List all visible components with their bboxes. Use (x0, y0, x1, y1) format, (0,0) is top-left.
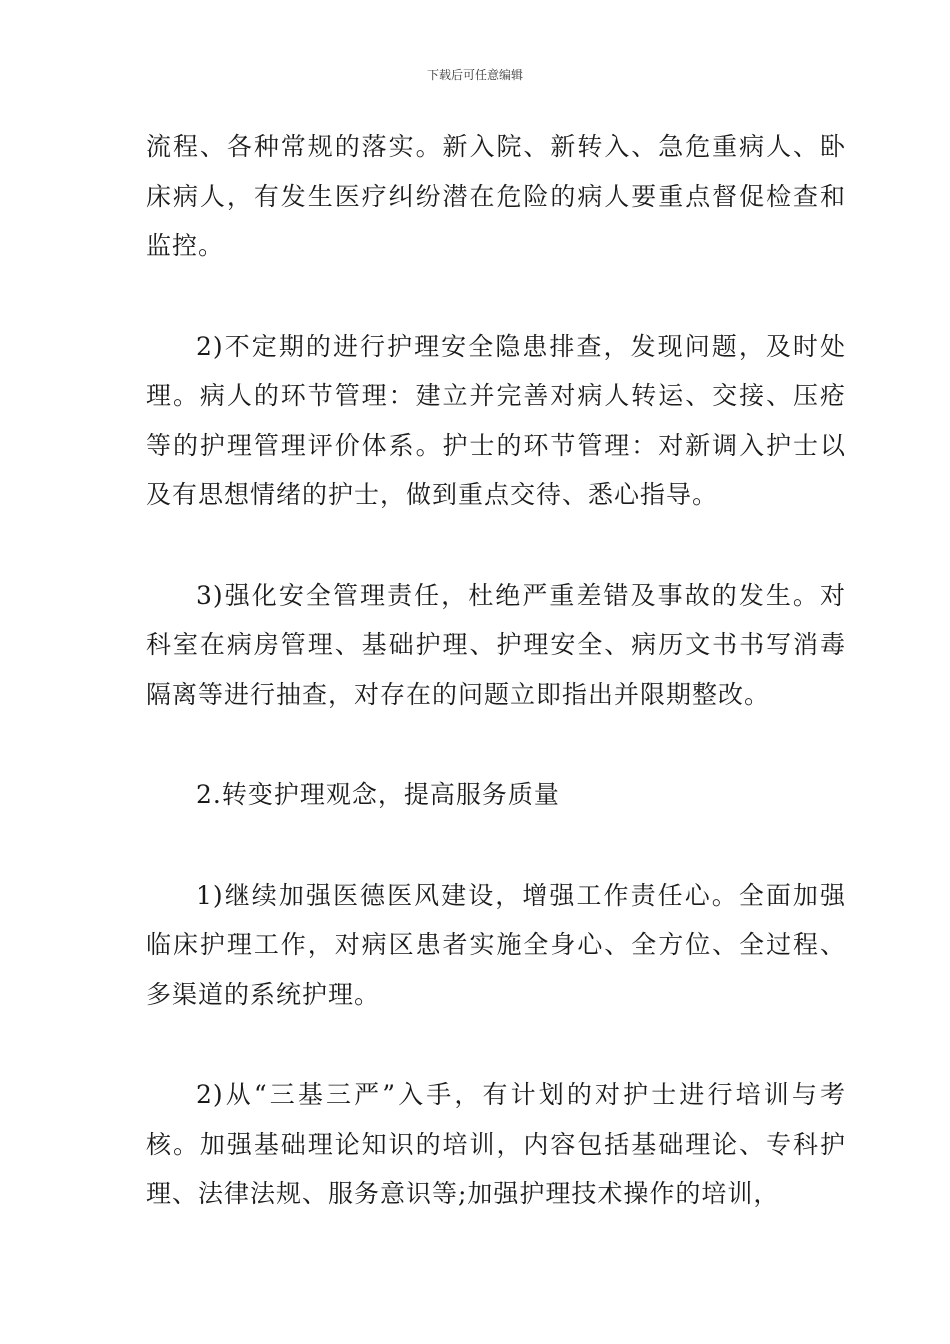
paragraph-5: 1)继续加强医德医风建设，增强工作责任心。全面加强临床护理工作，对病区患者实施全身心、全方位、全过程、多渠道的系统护理。 (146, 880, 846, 1009)
paragraph-6: 2)从“三基三严”入手，有计划的对护士进行培训与考核。加强基础理论知识的培训，内容包括基础理论、专科护理、法律法规、服务意识等;加强护理技术操作的培训， (146, 1080, 846, 1208)
paragraph-gap (146, 719, 846, 770)
page-header: 下载后可任意编辑 (426, 68, 523, 82)
paragraph-2: 2)不定期的进行护理安全隐患排查，发现问题，及时处理。病人的环节管理：建立并完善对病人转运、交接、压疮等的护理管理评价体系。护士的环节管理：对新调入护士以及有思想情绪的护士，做到重点交待、悉心指导。 (146, 331, 846, 509)
paragraph-3: 3)强化安全管理责任，杜绝严重差错及事故的发生。对科室在病房管理、基础护理、护理安全、病历文书书写消毒隔离等进行抽查，对存在的问题立即指出并限期整改。 (146, 580, 846, 709)
section-heading: 2.转变护理观念，提高服务质量 (196, 780, 560, 809)
paragraph-gap (146, 271, 846, 322)
document-body (146, 122, 846, 1219)
paragraph-gap (146, 1019, 846, 1070)
paragraph-gap (146, 520, 846, 571)
paragraph-1: 流程、各种常规的落实。新入院、新转入、急危重病人、卧床病人，有发生医疗纠纷潜在危险的病人要重点督促检查和监控。 (146, 132, 846, 260)
paragraph-gap (146, 820, 846, 871)
